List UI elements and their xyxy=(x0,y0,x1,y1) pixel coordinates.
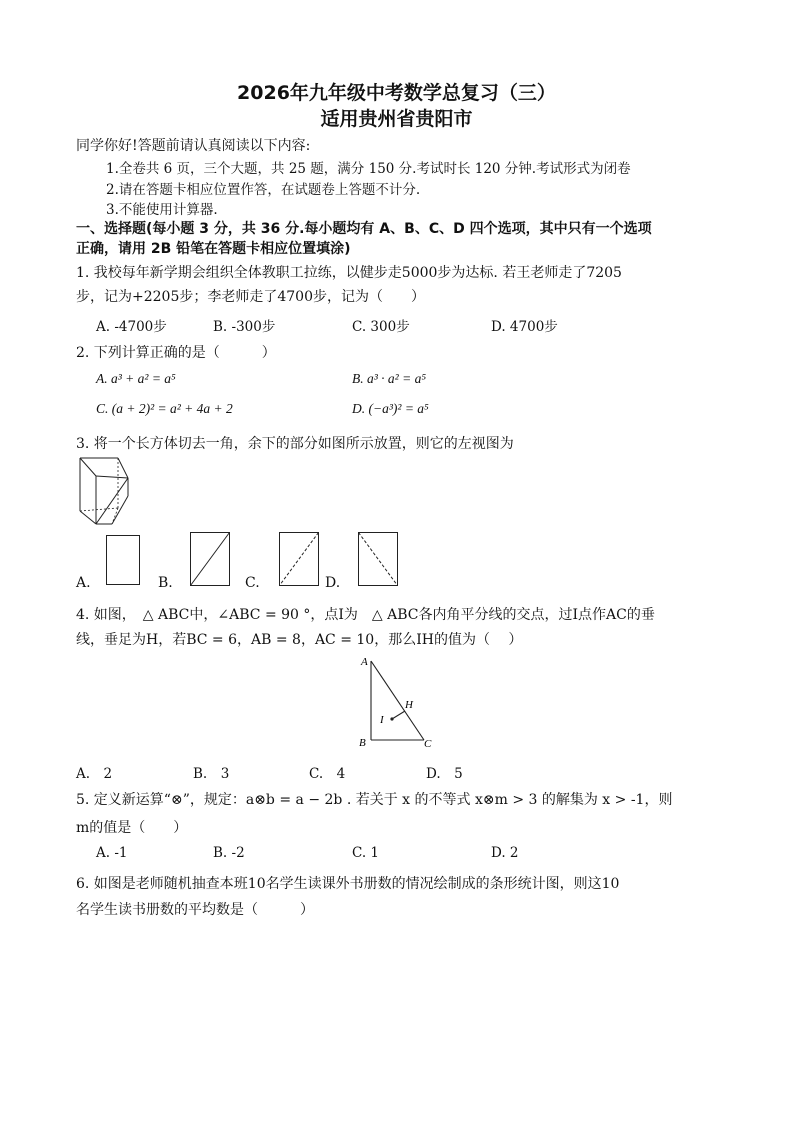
question-1-stem: 1. 我校每年新学期会组织全体教职工拉练，以健步走5000步为达标. 若王老师走了7205 xyxy=(76,265,622,281)
q4-option-b: B. 3 xyxy=(193,766,230,782)
intro-rule-3: 3.不能使用计算器. xyxy=(106,202,218,218)
q3-option-c-figure xyxy=(279,532,319,586)
intro-rule-1: 1.全卷共 6 页，三个大题，共 25 题，满分 150 分.考试时长 120 分钟.考试形式为闭卷 xyxy=(106,161,631,177)
vertex-c-label: C xyxy=(424,738,432,750)
intro-rule-2: 2.请在答题卡相应位置作答，在试题卷上答题不计分. xyxy=(106,182,421,198)
question-4-stem-cont: 线，垂足为H，若BC = 6，AB = 8，AC = 10，那么IH的值为（ ） xyxy=(76,632,523,648)
q5-option-c: C. 1 xyxy=(352,845,380,861)
q5-option-b: B. -2 xyxy=(213,845,245,861)
vertex-b-label: B xyxy=(359,737,366,749)
triangle-figure xyxy=(356,655,442,751)
section-heading: 一、选择题(每小题 3 分，共 36 分.每小题均有 A、B、C、D 四个选项，其中只有一个选项 xyxy=(76,221,652,237)
question-1-stem-cont: 步，记为+2205步；李老师走了4700步，记为（ ） xyxy=(76,289,425,305)
question-3-stem: 3. 将一个长方体切去一角，余下的部分如图所示放置，则它的左视图为 xyxy=(76,436,514,452)
q3-label-a: A. xyxy=(76,575,91,591)
q2-option-c: C. (a + 2)² = a² + 4a + 2 xyxy=(96,401,233,416)
q4-option-c: C. 4 xyxy=(309,766,346,782)
q1-option-c: C. 300步 xyxy=(352,319,410,335)
page-title: 2026年九年级中考数学总复习（三） xyxy=(237,82,556,104)
q2-option-a: A. a³ + a² = a⁵ xyxy=(96,371,176,386)
section-heading-cont: 正确，请用 2B 铅笔在答题卡相应位置填涂) xyxy=(76,241,351,257)
point-h-label: H xyxy=(405,699,413,711)
page-subtitle: 适用贵州省贵阳市 xyxy=(320,108,473,130)
question-5-stem-cont: m的值是（ ） xyxy=(76,820,188,836)
q3-option-d-figure xyxy=(358,532,398,586)
q5-option-d: D. 2 xyxy=(491,845,519,861)
question-6-stem: 6. 如图是老师随机抽查本班10名学生读课外书册数的情况绘制成的条形统计图，则这10 xyxy=(76,876,620,892)
q1-option-a: A. -4700步 xyxy=(96,319,167,335)
q2-option-d: D. (−a³)² = a⁵ xyxy=(352,401,429,416)
q5-option-a: A. -1 xyxy=(96,845,128,861)
q3-label-c: C. xyxy=(245,575,260,591)
question-4-stem: 4. 如图， △ ABC中，∠ABC = 90 °，点I为 △ ABC各内角平分线的交点，过I点作AC的垂 xyxy=(76,607,655,623)
q3-label-d: D. xyxy=(325,575,341,591)
q1-option-b: B. -300步 xyxy=(213,319,276,335)
q4-option-d: D. 5 xyxy=(426,766,463,782)
q2-option-b: B. a³ · a² = a⁵ xyxy=(352,371,427,386)
question-6-stem-cont: 名学生读书册数的平均数是（ ） xyxy=(76,902,314,918)
question-5-stem: 5. 定义新运算“⊗”，规定：a⊗b = a − 2b . 若关于 x 的不等式 x⊗m > 3 的解集为 x > -1，则 xyxy=(76,792,673,808)
q3-option-a-figure xyxy=(106,535,140,585)
point-i-label: I xyxy=(380,714,384,726)
question-2-stem: 2. 下列计算正确的是（ ） xyxy=(76,345,276,361)
intro-greeting: 同学你好!答题前请认真阅读以下内容: xyxy=(76,138,311,154)
q4-option-a: A. 2 xyxy=(76,766,113,782)
cuboid-figure xyxy=(76,456,132,526)
q3-label-b: B. xyxy=(158,575,173,591)
vertex-a-label: A xyxy=(361,656,368,668)
q3-option-b-figure xyxy=(190,532,230,586)
q1-option-d: D. 4700步 xyxy=(491,319,558,335)
